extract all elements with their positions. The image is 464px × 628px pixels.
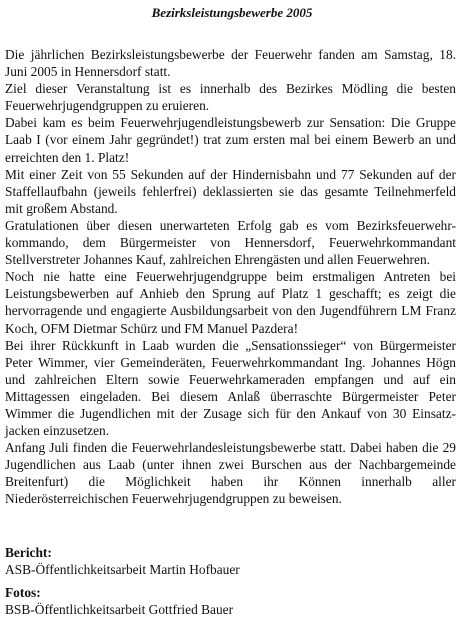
photos-author: BSB-Öffentlichkeitsarbeit Gottfried Bauer xyxy=(5,602,234,617)
paragraph: Mit einer Zeit von 55 Sekunden auf der Hindernisbahn und 77 Sekunden auf der Staffellaufbahn (jeweils fehlerfrei) deklassierten sie das gesamte Teilnehmerfeld mit großem Abstand. xyxy=(5,166,456,216)
report-credit xyxy=(5,544,240,578)
paragraph: Bei ihrer Rückkunft in Laab wurden die „Sensationssieger“ von Bürgermeister Peter Wimmer, vier Gemeinderäten, Feuerwehrkommandant Ing. Johannes Högn und zahlreichen Eltern sowie Feuerwehrkameraden empfangen und auf ein Mittagessen eingeladen. Bei diesem Anlaß überraschte Bürgermeister Peter Wimmer die Jugendlichen mit der Zusage sich für den Ankauf von 30 Einsatz-jacken einzusetzen. xyxy=(5,337,456,439)
photos-label: Fotos: xyxy=(5,585,41,600)
paragraph: Anfang Juli finden die Feuerwehrlandesleistungsbewerbe statt. Dabei haben die 29 Jugendlichen aus Laab (unter ihnen zwei Burschen aus der Nachbargemeinde Breitenfurt) die Möglichkeit haben ihr Können innerhalb aller Niederösterreichischen Feuerwehrjugendgruppen zu beweisen. xyxy=(5,440,456,507)
article-body xyxy=(5,46,456,508)
paragraph: Noch nie hatte eine Feuerwehrjugendgruppe beim erstmaligen Antreten bei Leistungsbewerben auf Anhieb den Sprung auf Platz 1 geschafft; es zeigt die hervorragende und engagierte Ausbildungsarbeit von den Jugendführern LM Franz Koch, OFM Dietmar Schürz und FM Manuel Pazdera! xyxy=(5,269,456,336)
report-label: Bericht: xyxy=(5,545,52,560)
paragraph: Gratulationen über diesen unerwarteten Erfolg gab es vom Bezirksfeuerwehr-kommando, dem Bürgermeister von Hennersdorf, Feuerwehrkommandant Stellverstreter Johannes Kauf, zahlreichen Ehrengästen und allen Feuerwehren. xyxy=(5,217,456,268)
photo-credit xyxy=(5,584,233,618)
paragraph: Dabei kam es beim Feuerwehrjugendleistungsbewerb zur Sensation: Die Gruppe Laab I (vor einem Jahr gegründet!) trat zum ersten mal bei einem Bewerb an und erreichten den 1. Platz! xyxy=(5,115,456,165)
paragraph: Ziel dieser Veranstaltung ist es innerhalb des Bezirkes Mödling die besten Feuerwehrjugendgruppen zu eruieren. xyxy=(5,81,456,114)
paragraph: Die jährlichen Bezirksleistungsbewerbe der Feuerwehr fanden am Samstag, 18. Juni 2005 in Hennersdorf statt. xyxy=(5,47,456,80)
document-title: Bezirksleistungsbewerbe 2005 xyxy=(151,5,313,20)
report-author: ASB-Öffentlichkeitsarbeit Martin Hofbauer xyxy=(5,562,240,577)
